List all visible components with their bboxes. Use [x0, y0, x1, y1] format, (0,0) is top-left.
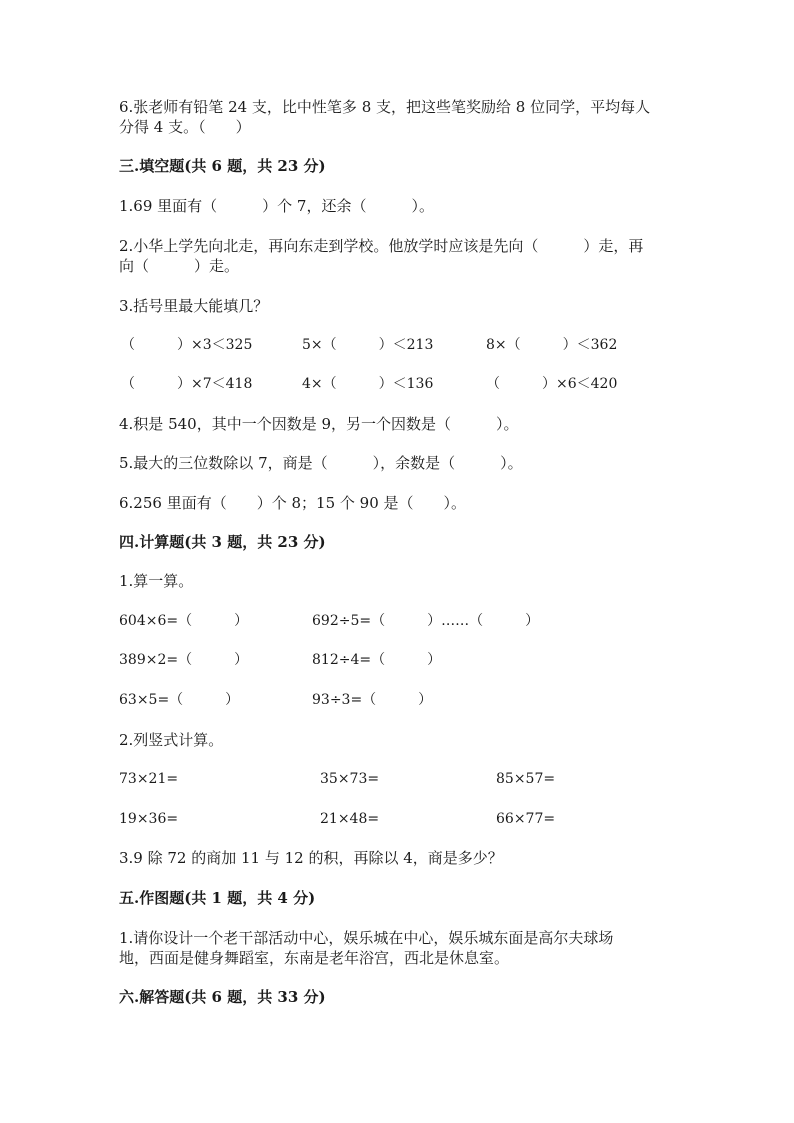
fill-question-4: 4.积是 540，其中一个因数是 9，另一个因数是（ ）。: [119, 415, 519, 433]
calc-question-3: 3.9 除 72 的商加 11 与 12 的积，再除以 4，商是多少？: [119, 849, 503, 867]
fill-question-1: 1.69 里面有（ ）个 7，还余（ ）。: [119, 197, 434, 215]
fill-question-2-line-2: 向（ ）走。: [119, 257, 240, 275]
calc-cell: 812÷4=（ ）: [312, 652, 442, 668]
question-6-line-1: 6.张老师有铅笔 24 支，比中性笔多 8 支，把这些笔奖励给 8 位同学，平均每人: [119, 98, 651, 116]
calc-question-2: 2.列竖式计算。: [119, 731, 224, 749]
vertical-calc-cell: 19×36=: [119, 811, 179, 827]
fill-question-3: 3.括号里最大能填几？: [119, 297, 269, 315]
inequality-cell: 8×（ ）＜362: [486, 337, 618, 353]
inequality-cell: 4×（ ）＜136: [302, 376, 434, 392]
vertical-calc-cell: 73×21=: [119, 771, 179, 787]
calc-question-1: 1.算一算。: [119, 572, 194, 590]
inequality-cell: （ ）×3＜325: [121, 337, 253, 353]
section-3-heading: 三.填空题(共 6 题，共 23 分): [119, 157, 326, 175]
vertical-calc-cell: 21×48=: [320, 811, 380, 827]
inequality-cell: （ ）×6＜420: [486, 376, 618, 392]
fill-question-2-line-1: 2.小华上学先向北走，再向东走到学校。他放学时应该是先向（ ）走，再: [119, 237, 644, 255]
vertical-calc-cell: 35×73=: [320, 771, 380, 787]
section-4-heading: 四.计算题(共 3 题，共 23 分): [119, 533, 326, 551]
calc-cell: 604×6=（ ）: [119, 613, 249, 629]
vertical-calc-cell: 66×77=: [496, 811, 556, 827]
drawing-question-1-line-2: 地，西面是健身舞蹈室，东南是老年浴宫，西北是休息室。: [119, 949, 510, 967]
question-6-line-2: 分得 4 支。（ ）: [119, 118, 251, 136]
calc-cell: 692÷5=（ ）……（ ）: [312, 613, 540, 629]
fill-question-5: 5.最大的三位数除以 7，商是（ ），余数是（ ）。: [119, 454, 523, 472]
calc-cell: 389×2=（ ）: [119, 652, 249, 668]
section-5-heading: 五.作图题(共 1 题，共 4 分): [119, 889, 316, 907]
inequality-cell: （ ）×7＜418: [121, 376, 253, 392]
calc-cell: 63×5=（ ）: [119, 692, 240, 708]
inequality-cell: 5×（ ）＜213: [302, 337, 434, 353]
vertical-calc-cell: 85×57=: [496, 771, 556, 787]
drawing-question-1-line-1: 1.请你设计一个老干部活动中心，娱乐城在中心，娱乐城东面是高尔夫球场: [119, 929, 614, 947]
section-6-heading: 六.解答题(共 6 题，共 33 分): [119, 988, 326, 1006]
fill-question-6: 6.256 里面有（ ）个 8；15 个 90 是（ ）。: [119, 494, 467, 512]
calc-cell: 93÷3=（ ）: [312, 692, 433, 708]
